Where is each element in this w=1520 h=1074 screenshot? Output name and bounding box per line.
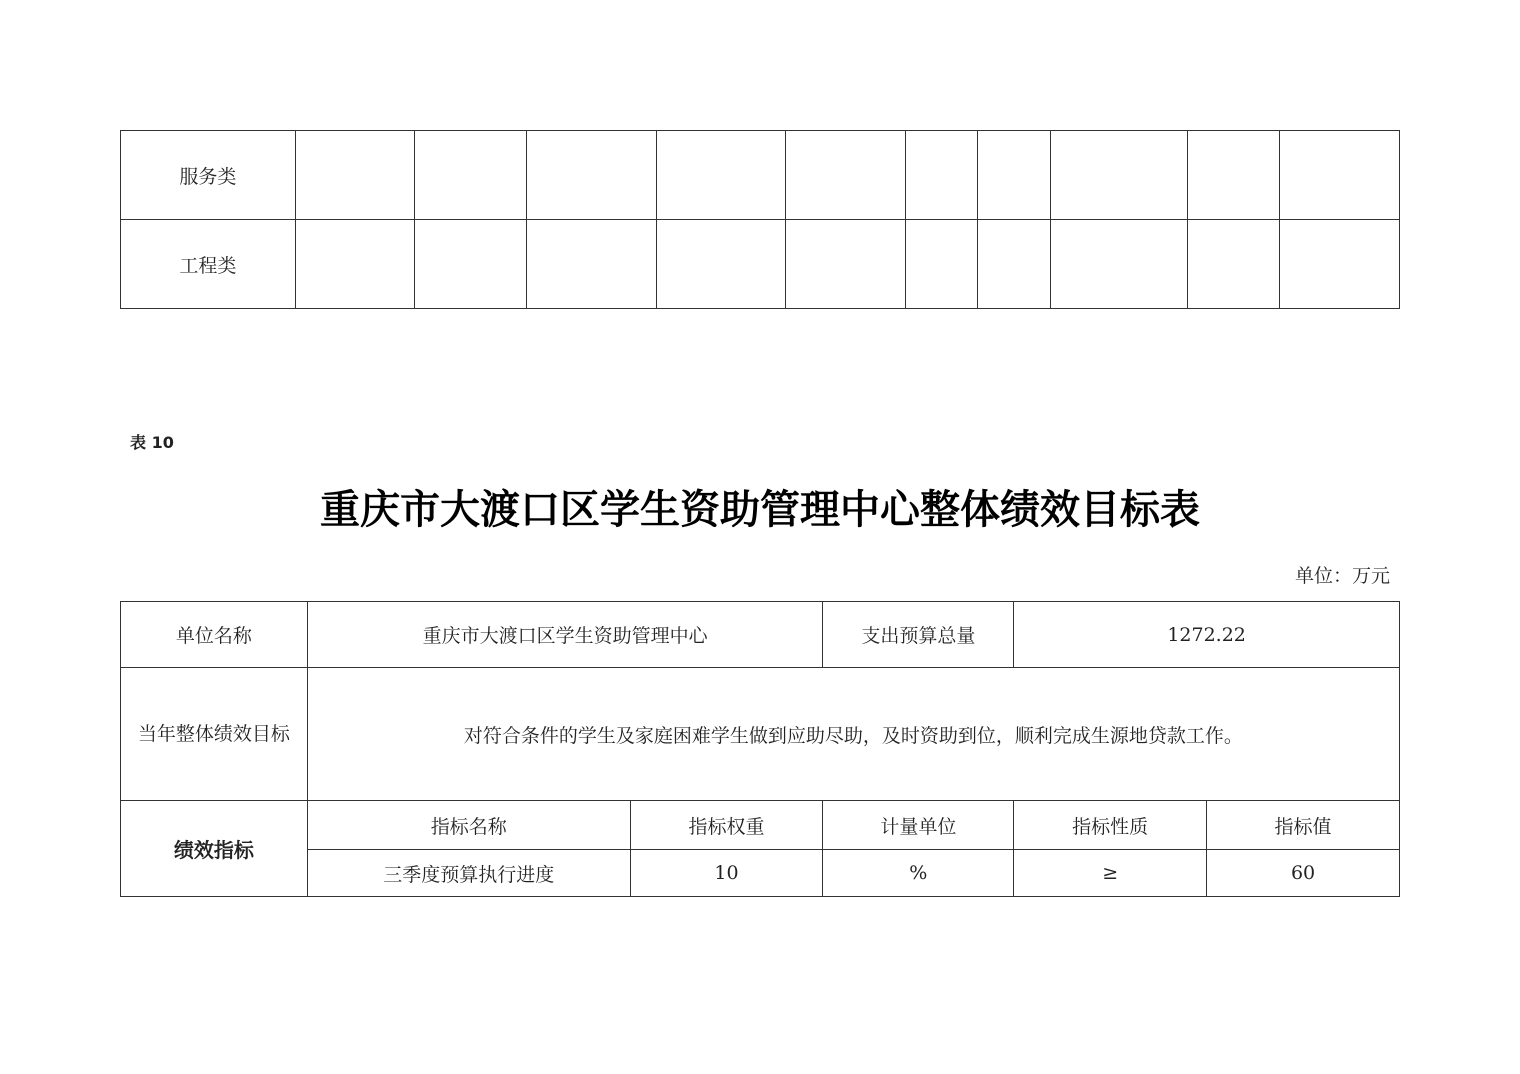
header-indicator-weight: 指标权重 [630,801,823,850]
table-row [121,801,1400,850]
table-row [121,850,1400,897]
empty-cell [978,131,1051,220]
empty-cell [786,131,906,220]
unit-name-label: 单位名称 [121,602,308,668]
empty-cell [1280,220,1400,309]
empty-cell [295,220,414,309]
page-title: 重庆市大渡口区学生资助管理中心整体绩效目标表 [320,487,1200,533]
empty-cell [1280,131,1400,220]
measurement-unit: % [823,850,1014,897]
performance-target-table [120,601,1400,897]
empty-cell [906,131,978,220]
table-row [121,668,1400,801]
top-table [120,130,1400,309]
table-row [121,131,1400,220]
indicator-value: 60 [1207,850,1400,897]
empty-cell [656,131,786,220]
header-indicator-nature: 指标性质 [1014,801,1207,850]
header-measurement-unit: 计量单位 [823,801,1014,850]
header-indicator-value: 指标值 [1207,801,1400,850]
empty-cell [656,220,786,309]
budget-label: 支出预算总量 [823,602,1014,668]
empty-cell [1051,131,1188,220]
empty-cell [526,220,656,309]
empty-cell [526,131,656,220]
table-row [121,220,1400,309]
empty-cell [1188,220,1280,309]
empty-cell [295,131,414,220]
row-label-service: 服务类 [121,131,296,220]
indicator-nature: ≥ [1014,850,1207,897]
empty-cell [978,220,1051,309]
indicator-name: 三季度预算执行进度 [307,850,630,897]
goal-value: 对符合条件的学生及家庭困难学生做到应助尽助，及时资助到位，顺利完成生源地贷款工作。 [307,668,1399,801]
empty-cell [786,220,906,309]
indicator-section-label: 绩效指标 [121,801,308,897]
unit-label: 单位：万元 [1294,565,1390,587]
budget-value: 1272.22 [1014,602,1400,668]
empty-cell [906,220,978,309]
empty-cell [414,131,526,220]
goal-label: 当年整体绩效目标 [121,668,308,801]
row-label-engineering: 工程类 [121,220,296,309]
table-row [121,602,1400,668]
table-number-label: 表 10 [130,433,174,452]
unit-name-value: 重庆市大渡口区学生资助管理中心 [307,602,823,668]
empty-cell [1051,220,1188,309]
empty-cell [1188,131,1280,220]
header-indicator-name: 指标名称 [307,801,630,850]
empty-cell [414,220,526,309]
indicator-weight: 10 [630,850,823,897]
